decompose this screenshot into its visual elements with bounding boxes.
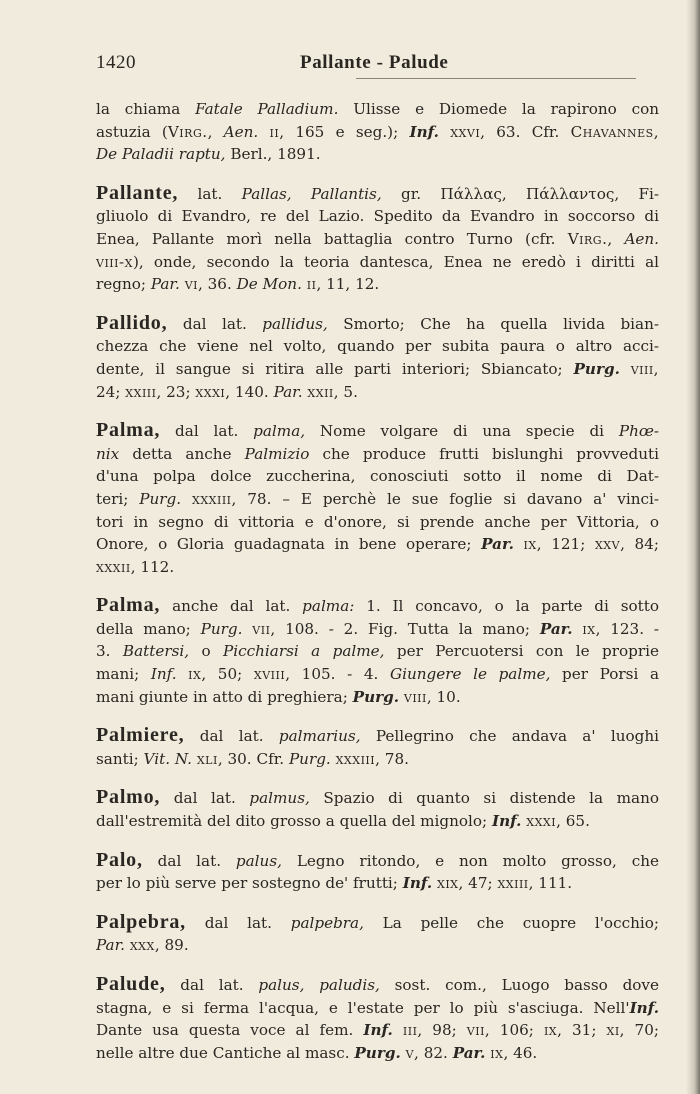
text-segment: , 108. - 2. Fig. Tutta la mano; (270, 619, 540, 638)
text-line (96, 997, 659, 1020)
text-segment: v (405, 1043, 415, 1062)
headword: Palma, (96, 419, 161, 442)
text-segment: , 121; (536, 535, 595, 554)
text-segment: Palmizio (244, 444, 310, 463)
entry-palmiere (96, 724, 659, 770)
text-line (96, 205, 659, 228)
text-segment: detta anche (119, 444, 245, 463)
entry-palo (96, 849, 659, 895)
text-segment: dal lat. (160, 789, 250, 808)
text-segment: , 46. (503, 1043, 538, 1062)
text-segment: Purg. (354, 1043, 401, 1062)
text-segment: gr. Πάλλας, Πάλλαντος, Fi- (381, 184, 659, 203)
text-segment: Purg. (200, 619, 243, 638)
text-segment: xxxiii (335, 749, 376, 768)
text-segment: viii-x (96, 252, 133, 271)
text-segment: dal lat. (142, 851, 236, 870)
text-segment: dal lat. (165, 976, 259, 994)
text-segment: De Paladii raptu, (96, 145, 226, 164)
text-segment: ix (582, 619, 596, 638)
text-line (96, 98, 659, 121)
text-segment: , (207, 122, 224, 141)
text-line (96, 786, 659, 810)
text-segment: palus, (235, 851, 282, 870)
text-line (96, 973, 659, 997)
headword: Palo, (96, 848, 143, 871)
text-segment: santi; (96, 749, 144, 768)
text-segment: , 89. (154, 936, 189, 955)
text-segment: dal lat. (160, 422, 254, 441)
text-segment: , 78. – E perchè le sue foglie si davano a' vinci- (231, 489, 659, 508)
text-line (96, 381, 659, 404)
text-segment: , 140. (225, 382, 274, 401)
text-segment: Par. (481, 535, 514, 554)
text-line (96, 511, 659, 534)
text-segment: Inf. (363, 1021, 393, 1040)
text-segment: Pallas, Pallantis, (241, 184, 382, 203)
text-segment: Inf. (402, 874, 433, 893)
text-segment: xxv (594, 535, 621, 554)
text-segment: d'una polpa dolce zuccherina, conosciuti sotto il nome di Dat- (96, 467, 659, 486)
text-segment: la chiama (96, 100, 196, 118)
header-rule (356, 78, 636, 79)
text-segment: xxiii (497, 874, 529, 893)
entry-palmo (96, 786, 659, 832)
entry-pallante (96, 182, 659, 296)
text-segment: mani; (96, 665, 151, 684)
text-segment: , 82. (414, 1043, 453, 1062)
text-line (96, 533, 659, 556)
entry-palude (96, 973, 659, 1064)
text-segment: Purg. (288, 749, 331, 768)
text-segment (439, 123, 450, 141)
text-segment: Aen. (223, 122, 259, 141)
text-segment: xxvi (450, 122, 481, 141)
text-segment: 3. (96, 642, 123, 661)
headword: Palma, (96, 594, 161, 617)
text-segment: , (607, 229, 625, 248)
text-segment: Berl., 1891. (225, 145, 321, 164)
text-segment: viii, (630, 359, 659, 378)
text-segment: , 30. Cfr. (217, 749, 289, 768)
text-segment: , 123. - (595, 619, 659, 638)
text-segment: Onore, o Gloria guadagnata in bene operare; (96, 535, 482, 554)
text-segment (573, 620, 583, 638)
text-segment: Virg. (167, 122, 208, 141)
text-line (96, 251, 659, 274)
text-segment: Battersi, (122, 642, 190, 661)
text-segment: De Mon. (236, 275, 302, 294)
text-segment: , 112. (130, 557, 175, 576)
text-line (96, 618, 659, 641)
text-segment: , 5. (333, 382, 358, 401)
headword: Palmo, (96, 786, 161, 809)
text-segment: , 50; (201, 665, 254, 684)
text-segment (258, 123, 269, 141)
entry-palma2 (96, 594, 659, 708)
text-segment: Phœ- (618, 422, 659, 441)
text-segment: Par. (273, 382, 303, 401)
text-segment (177, 665, 189, 683)
text-segment: per Percuotersi con le proprie (384, 642, 659, 661)
text-segment: , 105. - 4. (285, 665, 390, 684)
text-segment: Inf. (150, 665, 177, 684)
text-line (96, 849, 659, 873)
text-line (96, 228, 659, 251)
text-segment: ii (306, 275, 317, 294)
page-header (96, 52, 656, 82)
text-segment: ix (523, 535, 537, 554)
text-line (96, 748, 659, 771)
text-line (96, 911, 659, 935)
text-segment: xxxi (195, 382, 226, 401)
text-line (96, 465, 659, 488)
text-segment: nix (96, 444, 120, 463)
text-segment: , 111. (528, 874, 573, 893)
text-segment: Smorto; Che ha quella livida bian- (327, 314, 659, 333)
entry-pallido (96, 312, 659, 403)
text-line (96, 419, 659, 443)
text-segment: xi (606, 1021, 620, 1040)
text-segment (181, 490, 192, 508)
text-line (96, 810, 659, 833)
text-segment: ix (543, 1021, 558, 1040)
text-segment: , 47; (458, 874, 498, 893)
text-line (96, 335, 659, 358)
text-segment: iii (402, 1021, 418, 1040)
text-segment: Ulisse e Diomede la rapirono con (338, 100, 659, 118)
text-segment: che produce frutti bislunghi provveduti (309, 444, 659, 463)
text-segment: mani giunte in atto di preghiera; (96, 687, 353, 706)
text-segment: xli (196, 749, 218, 768)
text-segment: , 23; (156, 382, 196, 401)
text-segment: Aen. (624, 229, 659, 248)
text-line (96, 273, 659, 296)
text-segment: , 63. Cfr. (480, 122, 571, 141)
text-segment: stagna, e si ferma l'acqua, e l'estate per lo più s'asciuga. Nell' (96, 998, 630, 1017)
text-line (96, 934, 659, 957)
text-segment: Vit. N. (143, 749, 193, 768)
text-segment: Legno ritondo, e non molto grosso, che (281, 851, 659, 870)
text-segment: palmarius, (278, 727, 361, 746)
headword: Palpebra, (96, 910, 186, 933)
text-segment: , 11, 12. (316, 275, 380, 294)
text-segment: dal lat. (167, 314, 263, 333)
text-segment: Spazio di quanto si distende la mano (309, 789, 659, 808)
text-segment (514, 535, 524, 553)
text-segment: 1. Il concavo, o la parte di sotto (354, 597, 659, 616)
text-segment: Inf. (629, 998, 659, 1017)
text-segment: vi (184, 275, 198, 294)
dictionary-text (96, 98, 659, 1080)
headword: Palmiere, (96, 724, 185, 747)
text-segment: , 78. (375, 749, 409, 768)
text-segment: , 98; (417, 1021, 467, 1040)
text-segment: palma, (253, 422, 306, 441)
text-segment: Inf. (492, 812, 522, 831)
text-segment: , 31; (557, 1021, 607, 1040)
text-segment: ), onde, secondo la teoria dantesca, Enea ne eredò i diritti al (132, 252, 659, 271)
entry-palma1 (96, 419, 659, 578)
text-segment: ii (269, 122, 280, 141)
text-segment: o (189, 642, 224, 661)
text-segment: dall'estremità del dito grosso a quella del mignolo; (96, 812, 492, 831)
text-segment: xviii (253, 665, 286, 684)
text-segment (620, 360, 631, 378)
text-segment: teri; (96, 489, 140, 508)
text-segment: per Porsi a (550, 665, 659, 684)
text-segment: Par. (452, 1043, 486, 1062)
text-segment: xxii (307, 382, 334, 401)
text-segment: , 65. (556, 812, 590, 831)
text-line (96, 488, 659, 511)
text-segment: dal lat. (185, 913, 291, 932)
text-line (96, 358, 659, 381)
text-segment: Purg. (139, 489, 182, 508)
text-segment: lat. (178, 184, 242, 203)
text-segment: Picchiarsi a palme, (223, 642, 385, 661)
text-segment: Par. (96, 936, 126, 955)
text-segment: dente, il sangue si ritira alle parti interiori; Sbiancato; (96, 359, 574, 378)
text-segment: , 10. (426, 687, 461, 706)
text-segment: gliuolo di Evandro, re del Lazio. Spedito da Evandro in soccorso di (96, 207, 659, 226)
headword: Palude, (96, 973, 166, 995)
entry-palpebra (96, 911, 659, 957)
text-line (96, 594, 659, 618)
text-segment: ix (188, 665, 202, 684)
page-number: 1420 (96, 52, 136, 73)
text-segment: xxxiii (191, 489, 232, 508)
text-segment (242, 620, 252, 638)
text-line (96, 686, 659, 709)
text-segment: Fatale Palladium. (195, 100, 339, 118)
text-segment: Virg. (567, 229, 608, 248)
text-segment: nelle altre due Cantiche al masc. (96, 1043, 355, 1062)
running-head: Pallante - Palude (300, 52, 449, 73)
text-line (96, 443, 659, 466)
text-segment: vii (252, 619, 271, 638)
text-segment: palus, paludis, (258, 976, 380, 994)
text-line (96, 724, 659, 748)
text-segment: vii (466, 1021, 485, 1040)
text-line (96, 556, 659, 579)
text-line (96, 312, 659, 336)
text-segment: chezza che viene nel volto, quando per subita paura o altro acci- (96, 337, 659, 356)
text-segment: ix (490, 1043, 504, 1062)
text-line (96, 663, 659, 686)
text-segment (393, 1021, 403, 1039)
headword: Pallido, (96, 311, 168, 334)
text-segment: , 106; (484, 1021, 544, 1040)
text-segment: astuzia ( (96, 122, 168, 141)
text-segment: per lo più serve per sostegno de' frutti; (96, 874, 403, 893)
text-segment: anche dal lat. (160, 597, 303, 616)
text-segment: viii (403, 687, 427, 706)
text-segment: La pelle che cuopre l'occhio; (363, 913, 659, 932)
text-line (96, 143, 659, 166)
text-segment: Dante usa questa voce al fem. (96, 1021, 364, 1040)
text-segment: Par. (539, 619, 573, 638)
page-edge-shadow (686, 0, 700, 1094)
text-segment: dal lat. (184, 727, 279, 746)
text-segment: sost. com., Luogo basso dove (379, 976, 659, 994)
text-segment: Purg. (573, 359, 620, 378)
text-segment: xix (437, 874, 459, 893)
text-segment: tori in segno di vittoria e d'onore, si prende anche per Vittoria, o (96, 512, 659, 531)
text-segment: Par. (150, 275, 180, 294)
text-segment: regno; (96, 275, 151, 294)
entry-cont (96, 98, 659, 166)
text-segment: xxxii (96, 557, 131, 576)
text-segment: 24; (96, 382, 126, 401)
text-line (96, 1042, 659, 1065)
headword: Pallante, (96, 181, 179, 204)
text-line (96, 872, 659, 895)
text-segment: , 36. (197, 275, 237, 294)
text-segment: palmus, (249, 789, 310, 808)
text-segment: xxxi (526, 812, 557, 831)
text-segment: xxiii (125, 382, 157, 401)
text-segment: pallidus, (262, 314, 328, 333)
text-line (96, 182, 659, 206)
text-segment: palma: (302, 597, 355, 616)
text-line (96, 640, 659, 663)
text-segment: , 84; (620, 535, 659, 554)
text-segment: Purg. (352, 687, 400, 706)
text-segment: della mano; (96, 619, 201, 638)
text-segment: Giungere le palme, (389, 665, 551, 684)
text-line (96, 121, 659, 144)
text-segment: Chavannes, (570, 122, 659, 141)
text-segment: Nome volgare di una specie di (305, 422, 619, 441)
text-segment: Inf. (409, 122, 439, 141)
text-segment: , 165 e seg.); (279, 122, 410, 141)
text-line (96, 1019, 659, 1042)
text-segment: palpebra, (290, 913, 364, 932)
text-segment: Enea, Pallante morì nella battaglia contro Turno (cfr. (96, 229, 568, 248)
text-segment: , 70; (619, 1021, 659, 1040)
text-segment: xxx (129, 936, 155, 955)
text-segment: Pellegrino che andava a' luoghi (360, 727, 659, 746)
